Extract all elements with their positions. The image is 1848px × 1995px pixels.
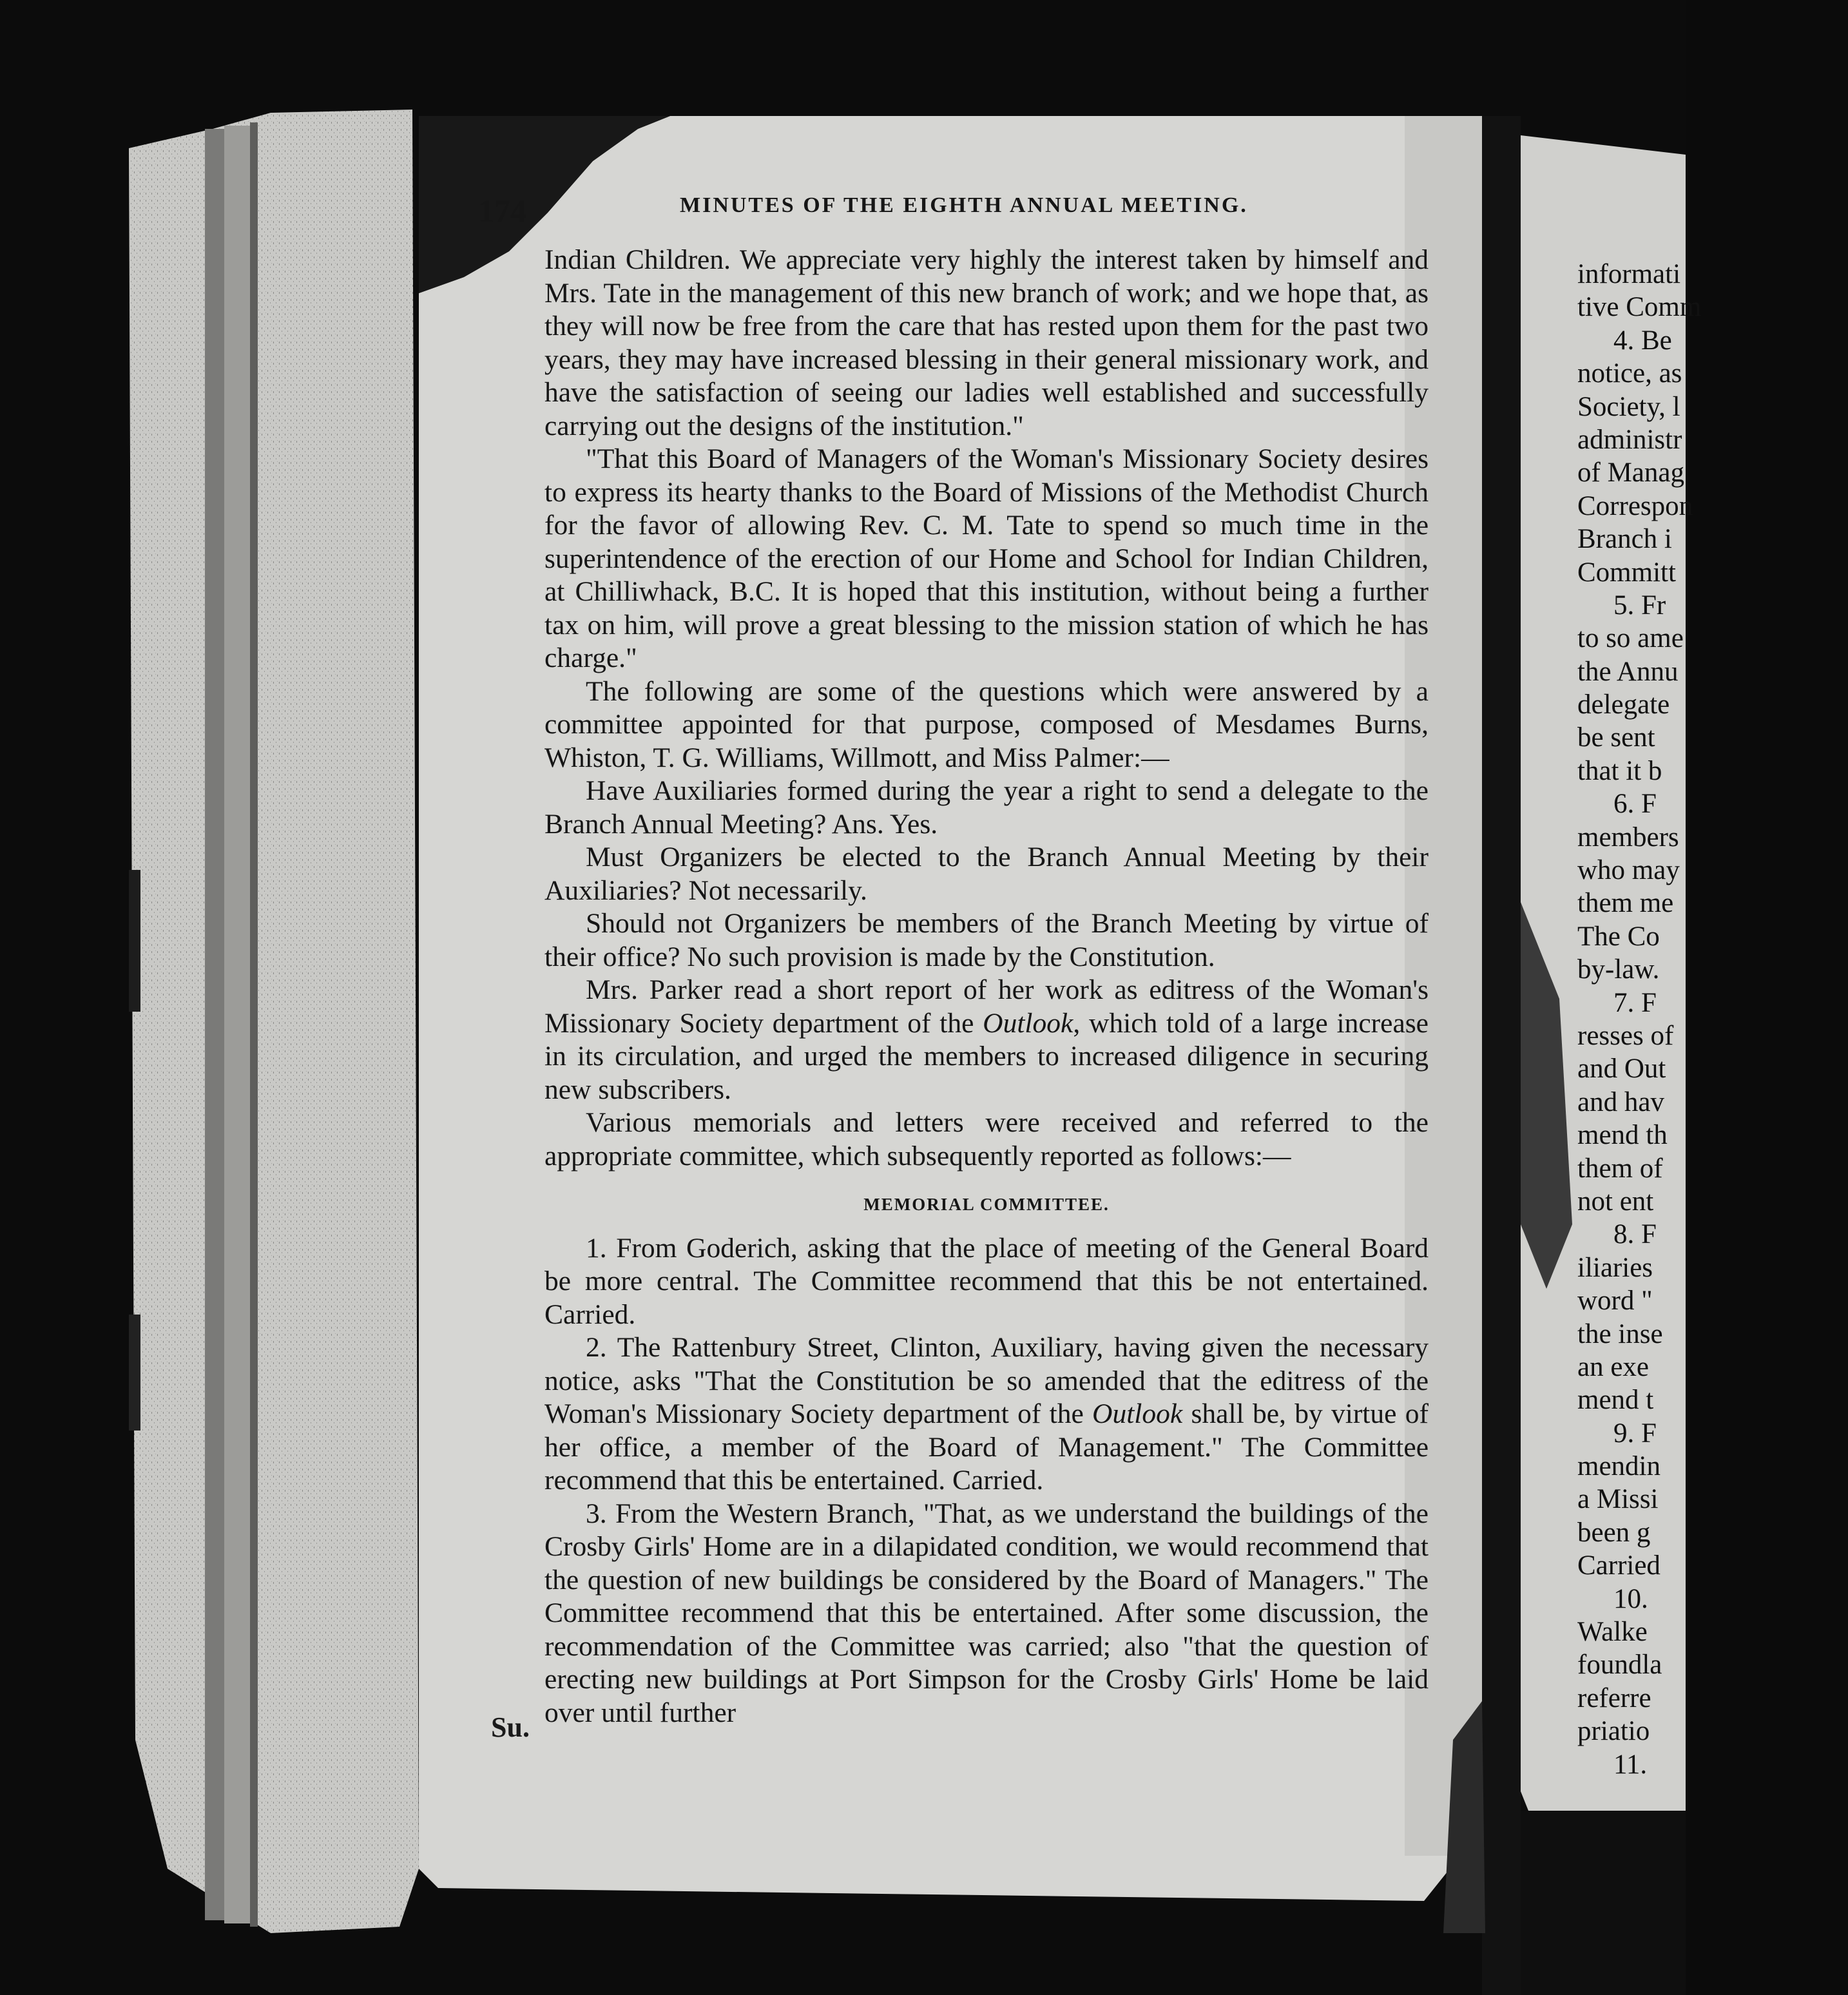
right-page-line: Branch i bbox=[1577, 524, 1672, 555]
right-page-line: Committ bbox=[1577, 557, 1676, 588]
right-page-line: to so ame bbox=[1577, 623, 1684, 654]
right-page-line: a Missi bbox=[1577, 1484, 1659, 1515]
paragraph: Various memorials and letters were received and referred to the appropriate committee, which subsequently reported as follows:— bbox=[544, 1107, 1429, 1171]
right-page-line: referre bbox=[1577, 1682, 1651, 1713]
right-page-line: Correspon bbox=[1577, 490, 1693, 521]
right-page-line: the inse bbox=[1577, 1318, 1663, 1349]
right-page-line: informati bbox=[1577, 259, 1681, 289]
right-page-line: iliaries bbox=[1577, 1252, 1653, 1283]
right-page-line: members bbox=[1577, 822, 1679, 853]
italic-title: Outlook bbox=[983, 1007, 1073, 1039]
right-page-line: mendin bbox=[1577, 1451, 1660, 1482]
right-page-line: and Out bbox=[1577, 1054, 1666, 1084]
text-run: , which told of a large increase in its circulation, and urged the members to increased diligence in securing new subscribers. bbox=[544, 1007, 1429, 1105]
paragraph: "That this Board of Managers of the Woman's Missionary Society desires to express its hearty thanks to the Board of Missions of the Methodist Church for the favor of allowing Rev. C. M. Tate to spend so much time in the superintendence of the erection of our Home and School for Indian Children, at Chilliwhack, B.C. It is hoped that this institution, without being a further tax on him, will prove a great blessing to the mission station of which he has charge." bbox=[544, 443, 1429, 673]
paragraph: Should not Organizers be members of the Branch Meeting by virtue of their office? No such provision is made by the Constitution. bbox=[544, 908, 1429, 972]
margin-note: Su. bbox=[491, 1711, 530, 1743]
right-page-line: that it b bbox=[1577, 755, 1662, 786]
right-page-line: mend th bbox=[1577, 1120, 1668, 1151]
right-page-line: administr bbox=[1577, 424, 1682, 455]
right-page-line: Society, l bbox=[1577, 391, 1680, 422]
right-page-line: them me bbox=[1577, 888, 1674, 919]
right-page-line: priatio bbox=[1577, 1716, 1650, 1747]
page-number: 174 bbox=[478, 193, 526, 229]
right-page-line: Carried bbox=[1577, 1550, 1660, 1581]
right-page-line: been g bbox=[1577, 1517, 1651, 1548]
page-edges bbox=[129, 110, 419, 1933]
paragraph: Indian Children. We appreciate very highly the interest taken by himself and Mrs. Tate in the management of this new branch of work; and we hope that, as they will now be free from the care that has rested upon them for the past two years, they may have increased blessing in their general missionary work, and have the satisfaction of seeing our ladies well established and successfully carrying out the designs of the institution." bbox=[544, 244, 1429, 441]
section-heading: MEMORIAL COMMITTEE. bbox=[863, 1195, 1110, 1214]
right-page-line: not ent bbox=[1577, 1186, 1654, 1217]
right-page-line: them of bbox=[1577, 1153, 1663, 1184]
right-page-line: and hav bbox=[1577, 1086, 1664, 1117]
text-run: 2. The Rattenbury Street, Clinton, Auxiliary, having given the necessary notice, asks "That the Constitution be so amended that the editress of the Woman's Missionary Society department of the bbox=[544, 1332, 1429, 1429]
right-page-line: of Manag bbox=[1577, 458, 1684, 488]
right-page-line: resses of bbox=[1577, 1020, 1674, 1051]
right-page-line: who may bbox=[1577, 855, 1680, 886]
right-page-line: 11. bbox=[1613, 1749, 1648, 1780]
right-page-line: Walke bbox=[1577, 1617, 1648, 1648]
right-page-line: be sent bbox=[1577, 722, 1655, 753]
paragraph: The following are some of the questions which were answered by a committee appointed for that purpose, composed of Mesdames Burns, Whiston, T. G. Williams, Willmott, and Miss Palmer:— bbox=[544, 675, 1429, 773]
right-page-line: 10. bbox=[1613, 1583, 1648, 1614]
right-page-line: 6. F bbox=[1613, 789, 1657, 820]
right-page-line: the Annu bbox=[1577, 656, 1679, 687]
text-run: Mrs. Parker read a short report of her work as editress of the Woman's Missionary Society department of the bbox=[544, 974, 1429, 1039]
paragraph bbox=[544, 1331, 1429, 1498]
right-page-line: 5. Fr bbox=[1613, 590, 1666, 621]
right-page-line: 8. F bbox=[1613, 1219, 1657, 1250]
paragraph: Must Organizers be elected to the Branch Annual Meeting by their Auxiliaries? Not necessarily. bbox=[544, 842, 1429, 906]
paragraph bbox=[544, 974, 1429, 1106]
right-page-line: tive Comm bbox=[1577, 292, 1702, 323]
right-page-lines bbox=[1577, 258, 1848, 1781]
right-page-line: mend t bbox=[1577, 1385, 1654, 1416]
right-page-line: 9. F bbox=[1613, 1418, 1657, 1449]
right-page-line: foundla bbox=[1577, 1650, 1662, 1681]
running-head bbox=[419, 116, 1482, 229]
left-page bbox=[419, 116, 1482, 1766]
text-run: shall be, by virtue of her office, a member of the Board of Management." The Committee recommend that this be entertained. Carried. bbox=[544, 1398, 1429, 1496]
paragraph: 1. From Goderich, asking that the place of meeting of the General Board be more central. The Committee recommend that this be not entertained. Carried. bbox=[544, 1232, 1429, 1330]
right-page-line: The Co bbox=[1577, 921, 1660, 952]
italic-title: Outlook bbox=[1092, 1398, 1183, 1429]
right-page-line: an exe bbox=[1577, 1351, 1650, 1382]
page-body bbox=[544, 244, 1429, 1730]
right-page-line: delegate bbox=[1577, 689, 1670, 720]
right-page-line: by-law. bbox=[1577, 954, 1660, 985]
right-page-line: 7. F bbox=[1613, 987, 1657, 1018]
right-page-line: word " bbox=[1577, 1286, 1653, 1316]
paragraph: 3. From the Western Branch, "That, as we understand the buildings of the Crosby Girls' Home are in a dilapidated condition, we would recommend that the question of new buildings be considered by the Board of Managers." The Committee recommend that this be entertained. After some discussion, the recommendation of the Committee was carried; also "that the question of erecting new buildings at Port Simpson for the Crosby Girls' Home be laid over until further bbox=[544, 1498, 1429, 1728]
right-page-line: notice, as bbox=[1577, 358, 1682, 389]
right-page-fragment bbox=[1577, 258, 1702, 1780]
running-title: MINUTES OF THE EIGHTH ANNUAL MEETING. bbox=[680, 193, 1248, 217]
paragraph: Have Auxiliaries formed during the year a right to send a delegate to the Branch Annual Meeting? Ans. Yes. bbox=[544, 775, 1429, 840]
right-page-line: 4. Be bbox=[1613, 325, 1672, 356]
